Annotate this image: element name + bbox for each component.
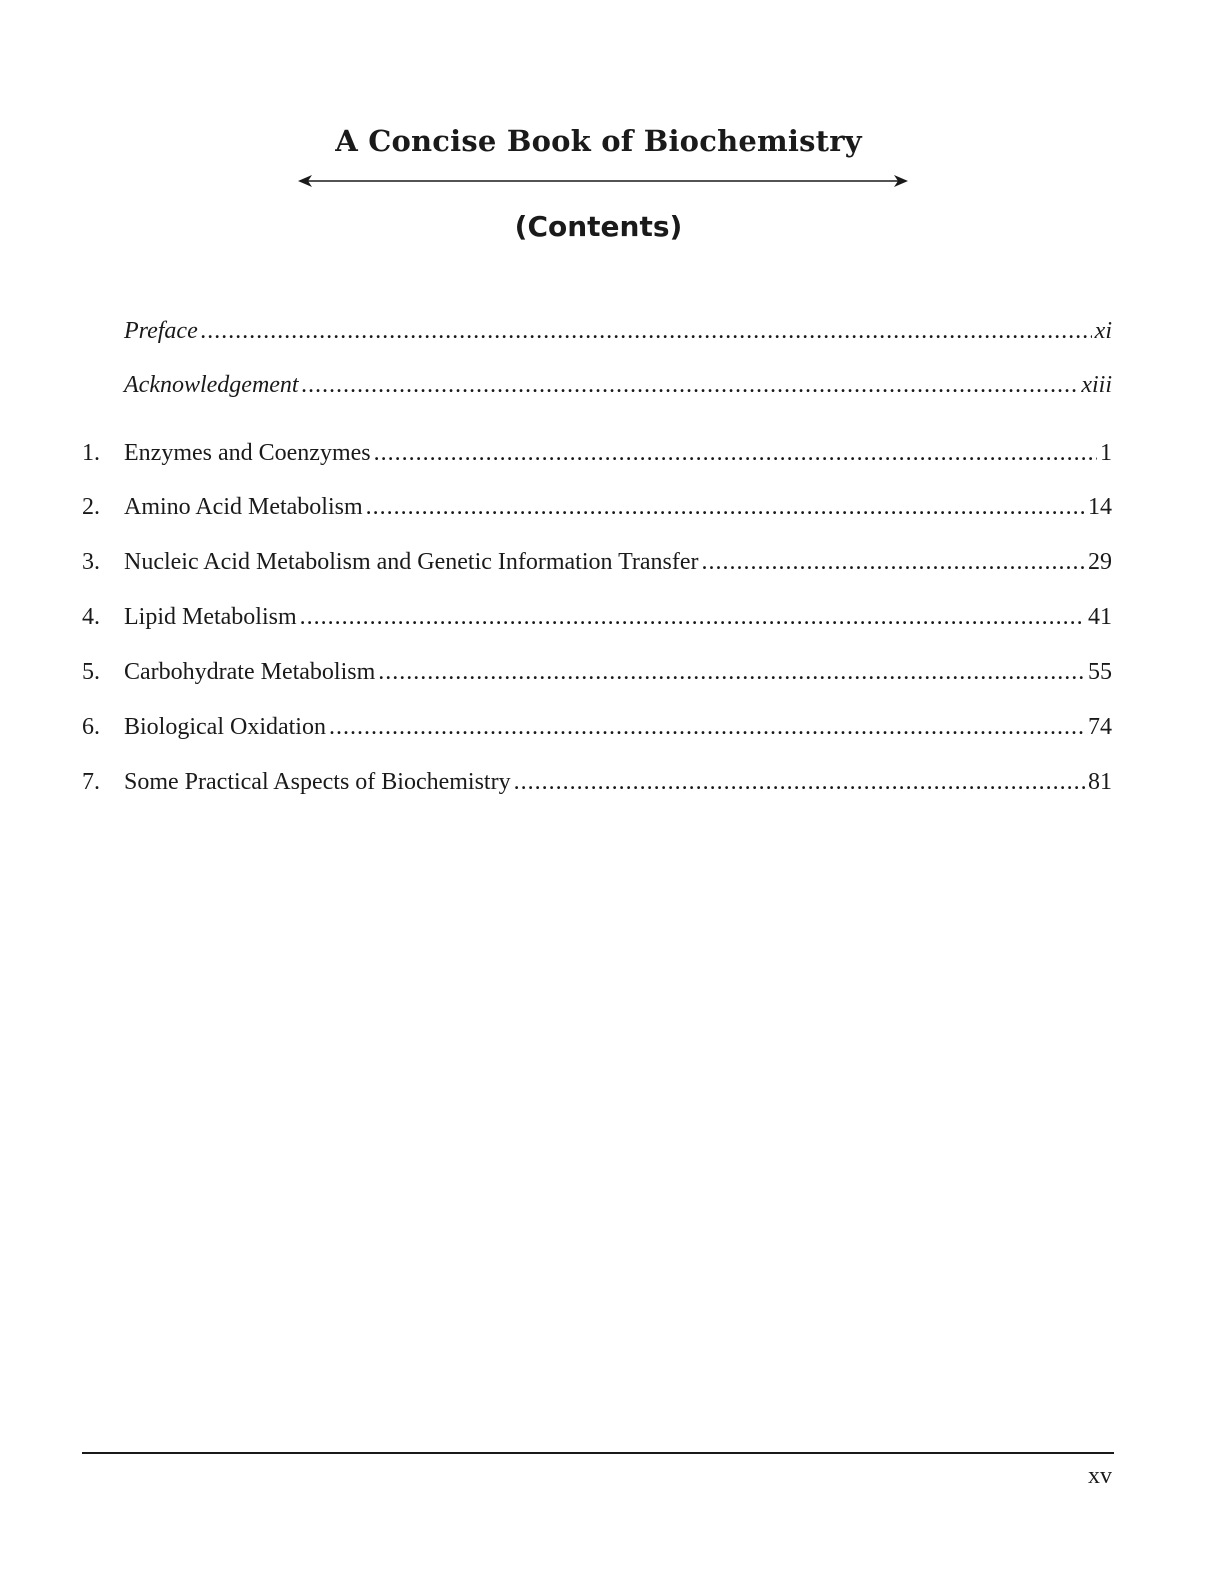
toc-chapter-4[interactable] [82, 600, 1112, 634]
toc-entry-title: Acknowledgement [124, 372, 299, 398]
toc-entry-page: 29 [1088, 549, 1112, 575]
toc-entry-title: Some Practical Aspects of Biochemistry [124, 769, 511, 795]
toc-entry-acknowledgement[interactable] [82, 368, 1112, 402]
toc-entry-preface[interactable] [82, 314, 1112, 348]
toc-entry-page: xiii [1081, 372, 1112, 398]
toc-entry-title: Carbohydrate Metabolism [124, 659, 376, 685]
toc-entry-title: Preface [124, 318, 198, 344]
toc-chapter-2[interactable] [82, 490, 1112, 524]
dot-leader [702, 545, 1085, 579]
page-number: xv [1088, 1463, 1112, 1489]
toc-entry-page: 41 [1088, 604, 1112, 630]
toc-entry-number: 4. [82, 604, 100, 630]
toc-entry-title: Biological Oxidation [124, 714, 326, 740]
toc-chapter-7[interactable] [82, 765, 1112, 799]
dot-leader [201, 314, 1092, 348]
toc-entry-title: Nucleic Acid Metabolism and Genetic Information Transfer [124, 549, 699, 575]
dot-leader [514, 765, 1085, 799]
toc-entry-number: 3. [82, 549, 100, 575]
toc-entry-page: 74 [1088, 714, 1112, 740]
contents-heading: (Contents) [514, 210, 683, 243]
toc-chapter-6[interactable] [82, 710, 1112, 744]
book-title: A Concise Book of Biochemistry [335, 124, 862, 158]
toc-entry-title: Amino Acid Metabolism [124, 494, 363, 520]
toc-entry-page: xi [1094, 318, 1112, 344]
double-arrow-rule [298, 173, 908, 189]
toc-entry-number: 6. [82, 714, 100, 740]
toc-chapter-1[interactable] [82, 436, 1112, 470]
toc-chapter-3[interactable] [82, 545, 1112, 579]
dot-leader [374, 436, 1097, 470]
toc-entry-page: 81 [1088, 769, 1112, 795]
dot-leader [302, 368, 1079, 402]
toc-entry-page: 55 [1088, 659, 1112, 685]
toc-entry-number: 5. [82, 659, 100, 685]
toc-entry-page: 1 [1100, 440, 1112, 466]
toc-entry-title: Enzymes and Coenzymes [124, 440, 371, 466]
toc-entry-number: 2. [82, 494, 100, 520]
dot-leader [329, 710, 1085, 744]
toc-entry-page: 14 [1088, 494, 1112, 520]
toc-entry-number: 1. [82, 440, 100, 466]
footer-rule [82, 1452, 1114, 1454]
dot-leader [300, 600, 1085, 634]
toc-entry-title: Lipid Metabolism [124, 604, 297, 630]
toc-chapter-5[interactable] [82, 655, 1112, 689]
dot-leader [378, 655, 1085, 689]
dot-leader [366, 490, 1085, 524]
toc-entry-number: 7. [82, 769, 100, 795]
